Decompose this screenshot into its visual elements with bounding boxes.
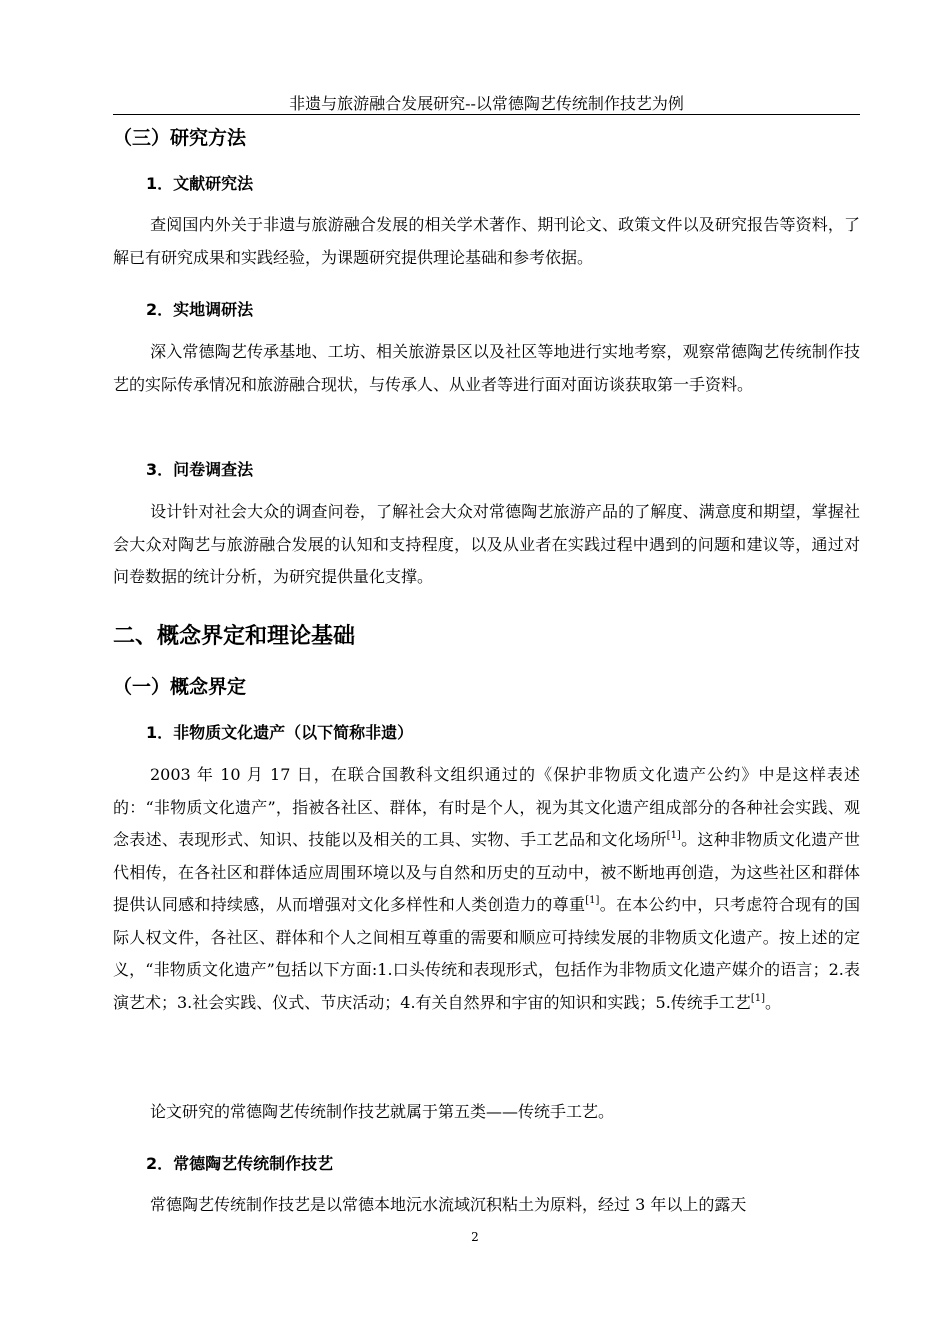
method-2-paragraph bbox=[113, 336, 860, 401]
method-2-text: 深入常德陶艺传承基地、工坊、相关旅游景区以及社区等地进行实地考察，观察常德陶艺传统制作技艺的实际传承情况和旅游融合现状，与传承人、从业者等进行面对面访谈获取第一手资料。 bbox=[113, 342, 860, 394]
method-3-title: 3．问卷调查法 bbox=[146, 460, 254, 479]
concept-1-text-2: 论文研究的常德陶艺传统制作技艺就属于第五类——传统手工艺。 bbox=[150, 1102, 615, 1121]
citation-2[interactable]: [1] bbox=[585, 895, 600, 906]
concept-1-text-d: 。 bbox=[764, 992, 781, 1012]
section-heading-research-methods: （三）研究方法 bbox=[113, 127, 247, 149]
concept-1-title: 1．非物质文化遗产（以下简称非遗） bbox=[146, 723, 414, 742]
concept-1-text-a: 2003 年 10 月 17 日，在联合国教科文组织通过的《保护非物质文化遗产公约》中是这样表述的：“非物质文化遗产”，指被各社区、群体，有时是个人，视为其文化遗产组成部分的各种社会实践、观念表述、表现形式、知识、技能以及相关的工具、实物、手工艺品和文化场所 bbox=[113, 765, 860, 849]
method-3-paragraph bbox=[113, 496, 860, 594]
method-3-text: 设计针对社会大众的调查问卷，了解社会大众对常德陶艺旅游产品的了解度、满意度和期望，掌握社会大众对陶艺与旅游融合发展的认知和支持程度，以及从业者在实践过程中遇到的问题和建议等，通过对问卷数据的统计分析，为研究提供量化支撑。 bbox=[113, 502, 860, 586]
page-number: 2 bbox=[471, 1230, 479, 1244]
citation-1[interactable]: [1] bbox=[666, 830, 681, 841]
concept-2-text: 常德陶艺传统制作技艺是以常德本地沅水流域沉积粘土为原料，经过 3 年以上的露天 bbox=[150, 1195, 747, 1214]
concept-2-paragraph bbox=[113, 1189, 860, 1222]
running-header: 非遗与旅游融合发展研究--以常德陶艺传统制作技艺为例 bbox=[289, 94, 684, 113]
method-1-title: 1．文献研究法 bbox=[146, 174, 254, 193]
concept-2-title: 2．常德陶艺传统制作技艺 bbox=[146, 1154, 334, 1173]
concept-1-text-c: 。在本公约中，只考虑符合现有的国际人权文件，各社区、群体和个人之间相互尊重的需要和顺应可持续发展的非物质文化遗产。按上述的定义，“非物质文化遗产”包括以下方面:1.口头传统和表现形式，包括作为非物质文化遗产媒介的语言；2.表演艺术；3.社会实践、仪式、节庆活动；4.有关自然界和宇宙的知识和实践；5.传统手工艺 bbox=[113, 895, 860, 1012]
concept-1-text-b: 。这种非物质文化遗产世代相传，在各社区和群体适应周围环境以及与自然和历史的互动中，被不断地再创造，为这些社区和群体提供认同感和持续感，从而增强对文化多样性和人类创造力的尊重 bbox=[113, 830, 860, 914]
header-rule bbox=[113, 114, 860, 115]
method-1-paragraph bbox=[113, 209, 860, 274]
method-1-text: 查阅国内外关于非遗与旅游融合发展的相关学术著作、期刊论文、政策文件以及研究报告等资料，了解已有研究成果和实践经验，为课题研究提供理论基础和参考依据。 bbox=[113, 215, 860, 267]
section-heading-concept-definition: （一）概念界定 bbox=[113, 676, 247, 698]
concept-1-paragraph bbox=[113, 759, 860, 1019]
method-2-title: 2．实地调研法 bbox=[146, 300, 254, 319]
chapter-2-heading: 二、概念界定和理论基础 bbox=[113, 624, 356, 649]
citation-3[interactable]: [1] bbox=[750, 992, 765, 1004]
concept-1-paragraph-2 bbox=[113, 1096, 860, 1129]
